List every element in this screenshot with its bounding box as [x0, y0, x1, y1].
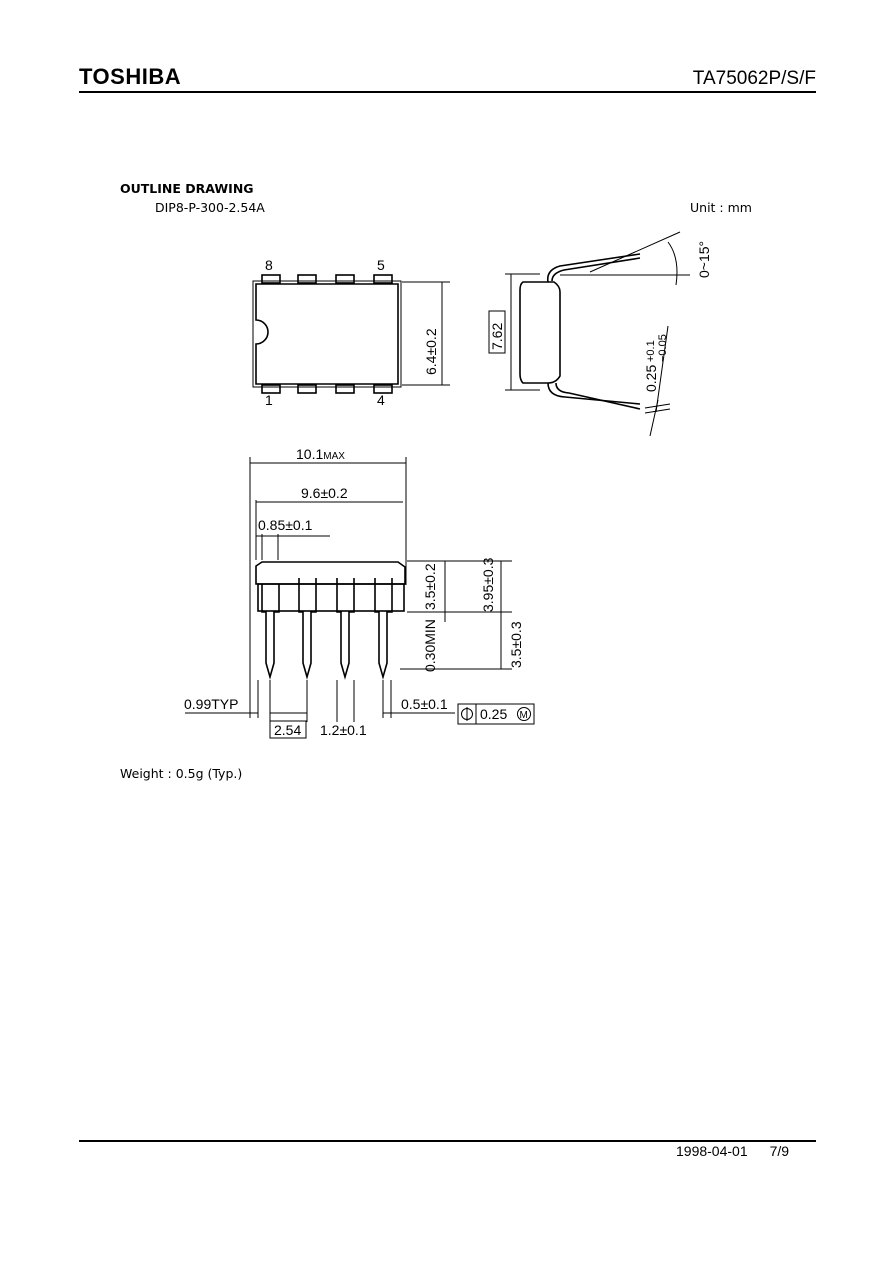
lead-width-dim: 1.2±0.1 [320, 722, 367, 738]
pin-8-label: 8 [265, 257, 273, 273]
lead-tip-dim: 0.5±0.1 [401, 696, 448, 712]
package-code: DIP8-P-300-2.54A [155, 200, 265, 215]
lead-length-dim: 3.5±0.3 [508, 621, 524, 668]
pin-5-label: 5 [377, 257, 385, 273]
body-height-dim: 3.5±0.2 [422, 563, 438, 610]
lead-thickness-tol-plus: +0.1 [645, 340, 657, 362]
pin-4-label: 4 [377, 392, 385, 408]
weight-note: Weight : 0.5g (Typ.) [120, 766, 243, 781]
total-height-dim: 3.95±0.3 [480, 557, 496, 612]
page-number: 7/9 [769, 1143, 790, 1159]
position-tolerance-value: 0.25 [480, 706, 508, 722]
lead-thickness-dim: 0.25 [643, 364, 659, 392]
lead-width-top-dim: 0.85±0.1 [258, 517, 313, 533]
footer-date: 1998-04-01 [676, 1143, 748, 1159]
pin-1-label: 1 [265, 392, 273, 408]
standoff-dim: 0.30MIN [422, 619, 438, 672]
footer-rule [79, 1140, 816, 1142]
pitch-dim: 2.54 [274, 722, 302, 738]
brand-logo: TOSHIBA [79, 64, 182, 89]
unit-label: Unit : mm [690, 200, 752, 215]
mmc-symbol: M [519, 710, 528, 721]
part-number: TA75062P/S/F [692, 68, 816, 89]
section-title: OUTLINE DRAWING [120, 181, 254, 196]
side-view-package [520, 254, 640, 409]
end-gap-dim: 0.99TYP [184, 696, 239, 712]
lead-angle-dim: 0~15° [696, 240, 712, 278]
body-length-dim: 9.6±0.2 [301, 485, 348, 501]
side-width-dim: 7.62 [489, 322, 505, 350]
footer [676, 1143, 789, 1159]
max-length-dim: 10.1MAX [296, 446, 345, 462]
top-view-package [253, 275, 401, 393]
top-height-dim: 6.4±0.2 [423, 328, 439, 375]
front-view-package [256, 562, 405, 677]
lead-thickness-tol-minus: −0.05 [657, 334, 669, 362]
